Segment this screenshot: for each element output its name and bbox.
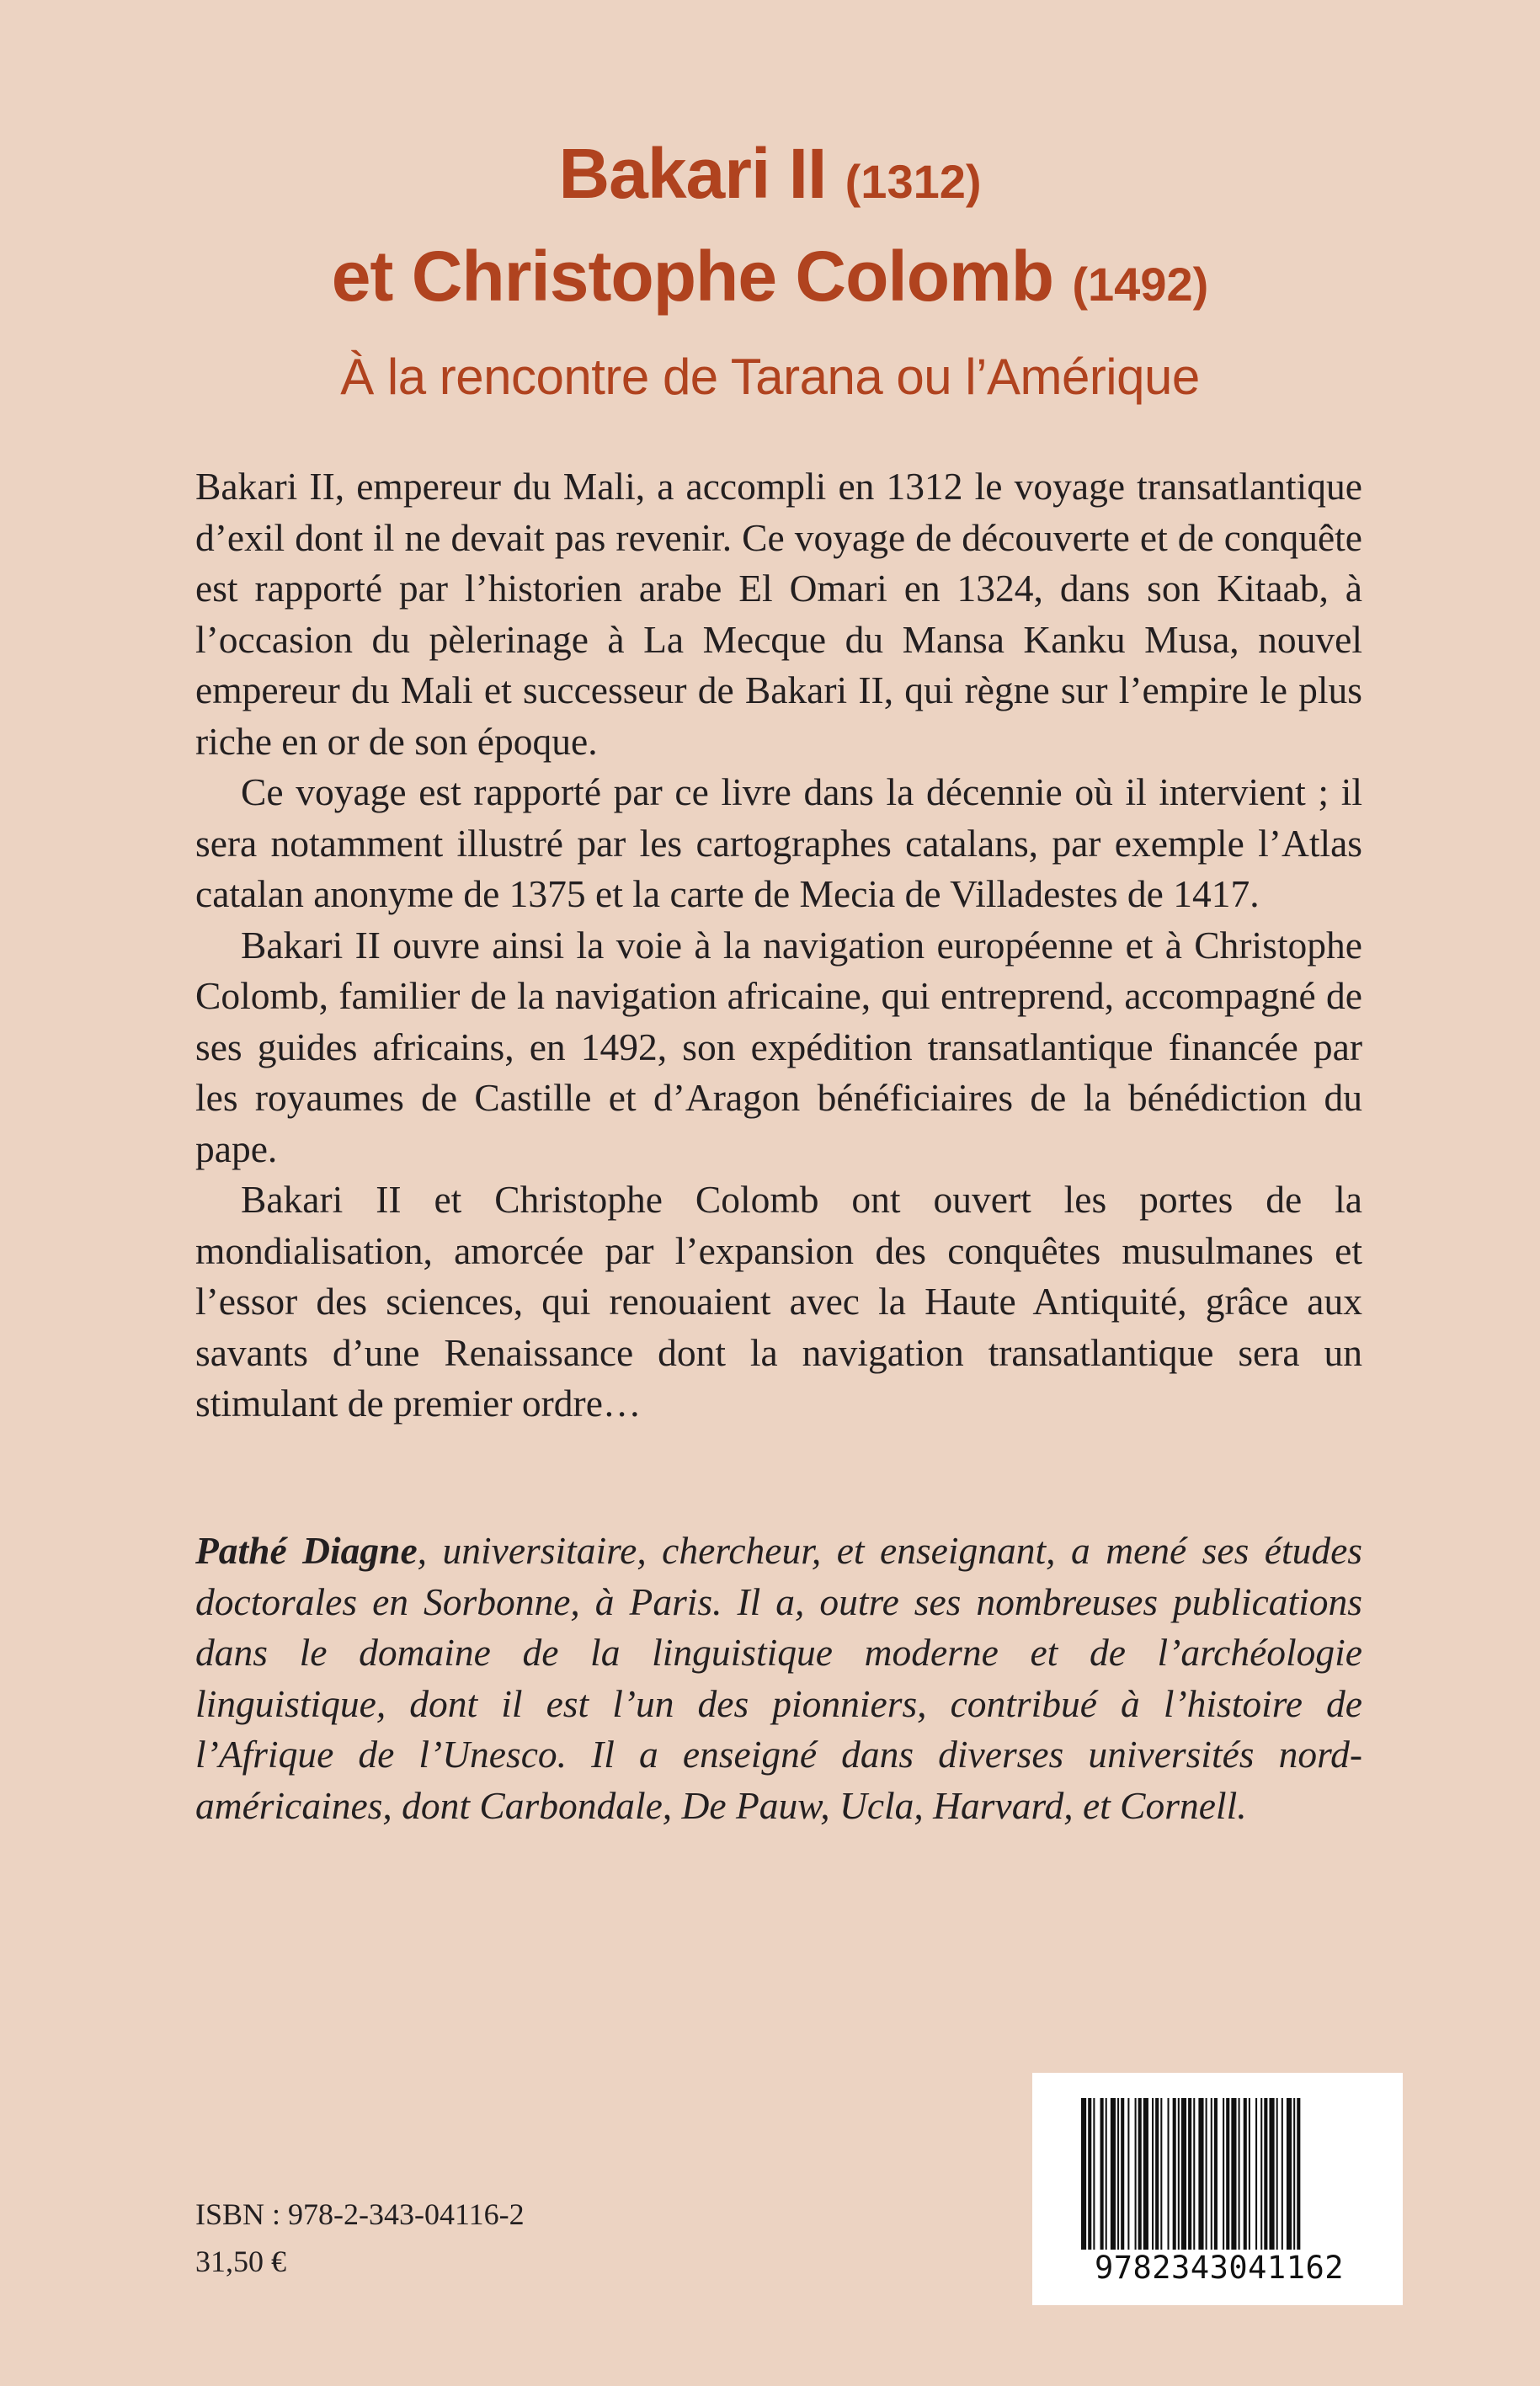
author-bio-text: , universitaire, chercheur, et enseignant, a mené ses études doctorales en Sorbonne, à Paris. Il a, outre ses nombreuses publications dans le domaine de la linguistique moderne et de l’archéologie linguistique, dont il est l’un des pionniers, contribué à l’histoire de l’Afrique de l’Unesco. Il a enseigné dans diverses universités nord-américaines, dont Carbondale, De Pauw, Ucla, Harvard, et Cornell. [195, 1529, 1362, 1827]
isbn-number: ISBN : 978-2-343-04116-2 [195, 2197, 525, 2231]
book-title-secondary: et Christophe Colomb [331, 237, 1054, 316]
barcode-bar [1223, 2098, 1224, 2250]
barcode-bar [1178, 2098, 1180, 2250]
barcode-bar [1135, 2098, 1137, 2250]
barcode-bar [1231, 2098, 1236, 2250]
barcode-bar [1093, 2098, 1095, 2250]
barcode-bar [1160, 2098, 1162, 2250]
barcode-bar [1206, 2098, 1207, 2250]
author-name: Pathé Diagne [195, 1529, 418, 1572]
barcode-bar [1249, 2098, 1250, 2250]
barcode-bar [1198, 2098, 1203, 2250]
book-summary [195, 461, 1362, 1430]
barcode-bar [1081, 2098, 1086, 2250]
barcode-bar [1143, 2098, 1148, 2250]
barcode-bar [1088, 2098, 1091, 2250]
barcode-bar [1106, 2098, 1107, 2250]
barcode-bar [1211, 2098, 1212, 2250]
barcode-bar [1287, 2098, 1292, 2250]
barcode-bar [1276, 2098, 1278, 2250]
summary-paragraph: Bakari II, empereur du Mali, a accompli en 1312 le voyage transatlantique d’exil dont il ne devait pas revenir. Ce voyage de découverte et de conquête est rapporté par l’historien arabe El Omari en 1324, dans son Kitaab, à l’occasion du pèlerinage à La Mecque du Mansa Kanku Musa, nouvel empereur du Mali et successeur de Bakari II, qui règne sur l’empire le plus riche en or de son époque. [195, 465, 1362, 763]
book-title-year-1492: (1492) [1072, 258, 1209, 311]
barcode-icon [1081, 2098, 1355, 2250]
book-title-year-1312: (1312) [845, 155, 982, 208]
cover-title-block [0, 126, 1540, 411]
barcode-bar [1244, 2098, 1247, 2250]
barcode-bar [1155, 2098, 1159, 2250]
barcode-bar [1121, 2098, 1124, 2250]
barcode-bar [1138, 2098, 1142, 2250]
book-title-line-1 [0, 126, 1540, 229]
barcode-bar [1226, 2098, 1229, 2250]
barcode-bar [1264, 2098, 1267, 2250]
book-price: 31,50 € [195, 2245, 286, 2278]
barcode-bar [1282, 2098, 1283, 2250]
barcode-bar [1214, 2098, 1218, 2250]
barcode-bar [1111, 2098, 1116, 2250]
barcode-bar [1297, 2098, 1300, 2250]
barcode-bar [1173, 2098, 1176, 2250]
barcode-bar [1193, 2098, 1195, 2250]
barcode-bar [1100, 2098, 1104, 2250]
barcode-panel [1032, 2073, 1403, 2305]
barcode-bar [1260, 2098, 1262, 2250]
summary-paragraph: Bakari II et Christophe Colomb ont ouvert les portes de la mondialisation, amorcée par l’expansion des conquêtes musulmanes et l’essor des sciences, qui renouaient avec la Haute Antiquité, grâce aux savants d’une Renaissance dont la navigation transatlantique sera un stimulant de premier ordre… [195, 1178, 1362, 1425]
barcode-bar [1117, 2098, 1119, 2250]
barcode-bar [1152, 2098, 1154, 2250]
summary-paragraph: Ce voyage est rapporté par ce livre dans la décennie où il intervient ; il sera notamment illustré par les cartographes catalans, par exemple l’Atlas catalan anonyme de 1375 et la carte de Mecia de Villadestes de 1417. [195, 770, 1362, 915]
barcode-bar [1293, 2098, 1295, 2250]
barcode-bar [1168, 2098, 1170, 2250]
book-title-main: Bakari II [558, 134, 827, 213]
book-subtitle: À la rencontre de Tarana ou l’Amérique [340, 349, 1200, 405]
barcode-bar [1181, 2098, 1186, 2250]
summary-paragraph: Bakari II ouvre ainsi la voie à la navigation européenne et à Christophe Colomb, familier de la navigation africaine, qui entreprend, accompagné de ses guides africains, en 1492, son expédition transatlantique financée par les royaumes de Castille et d’Aragon bénéficiaires de la bénédiction du pape. [195, 923, 1362, 1170]
author-bio [195, 1526, 1362, 1831]
barcode-bar [1239, 2098, 1240, 2250]
barcode-bar [1255, 2098, 1257, 2250]
barcode-bar [1127, 2098, 1129, 2250]
barcode-bar [1188, 2098, 1191, 2250]
book-title-line-2 [0, 229, 1540, 332]
barcode-digits: 9782343041162 [1094, 2250, 1345, 2286]
barcode-bar [1269, 2098, 1274, 2250]
